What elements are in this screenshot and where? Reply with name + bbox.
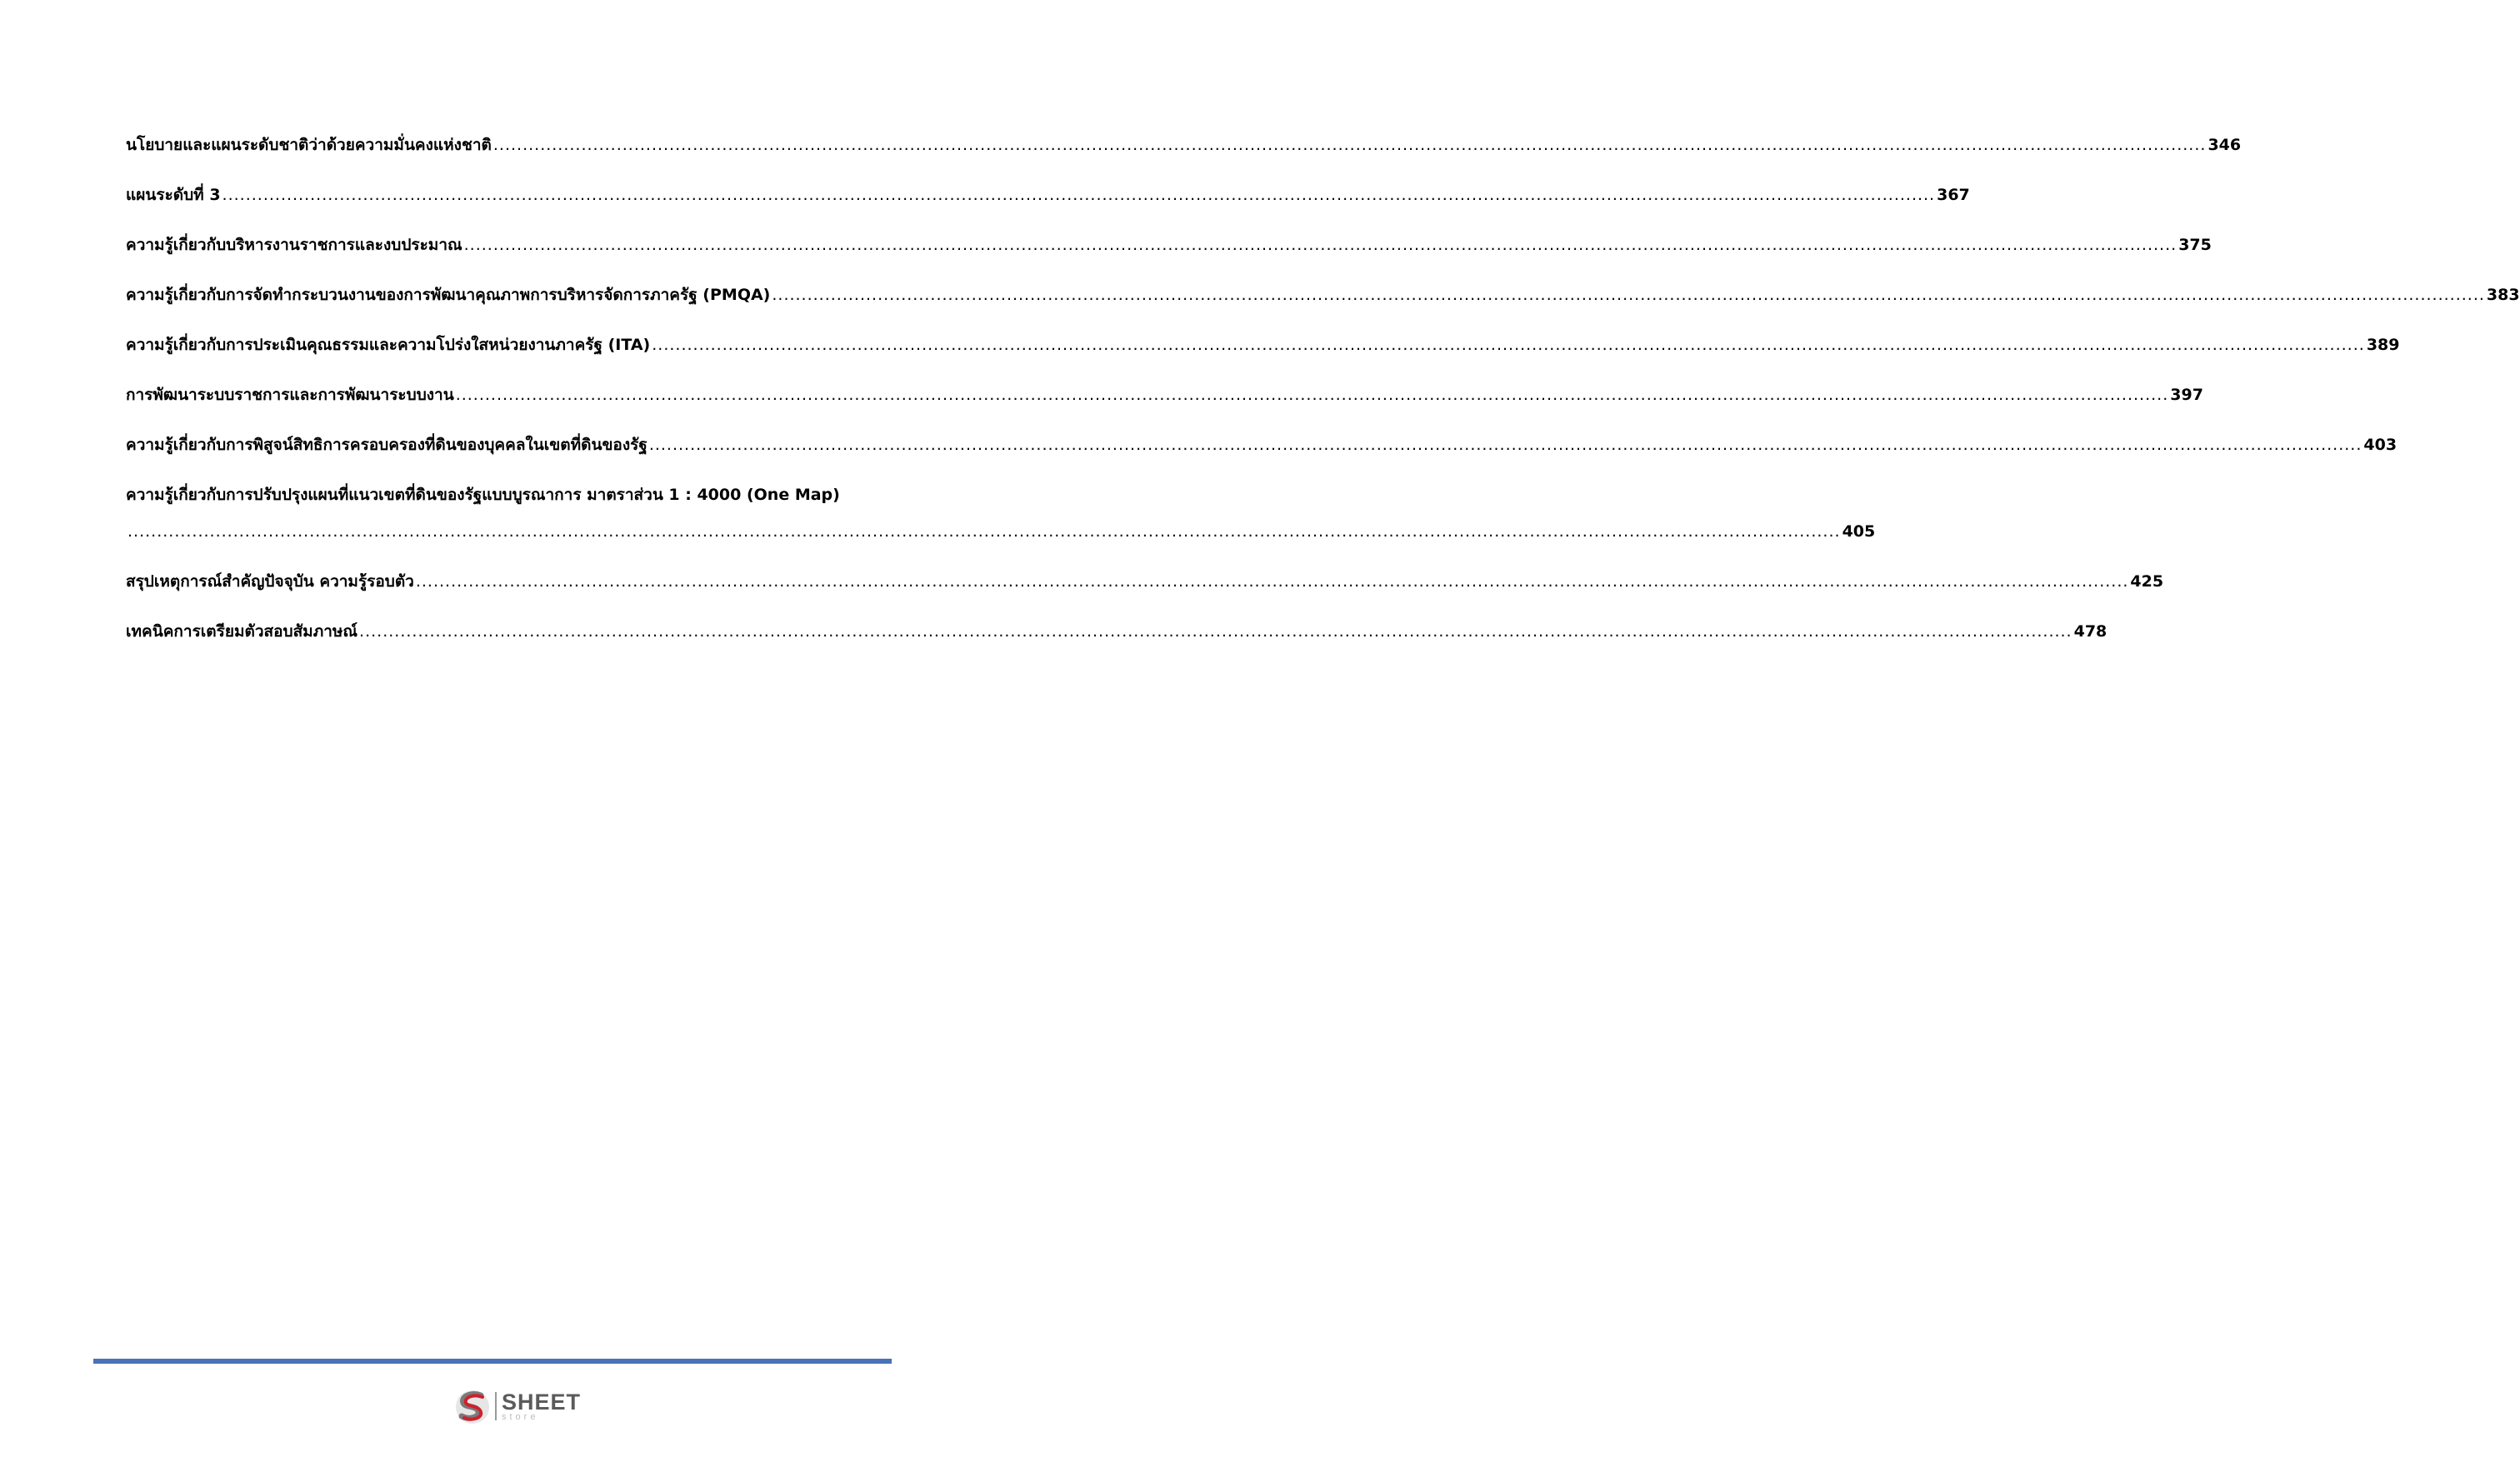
toc-entry-title: การพัฒนาระบบราชการและการพัฒนาระบบงาน [126,386,454,404]
table-of-contents [126,127,2520,663]
dot-leader [649,427,2362,463]
toc-entry[interactable] [126,177,1970,213]
dot-leader [493,127,2207,163]
logo-separator [495,1392,497,1420]
toc-entry-page: 383 [2486,286,2520,304]
toc-entry-title: ความรู้เกี่ยวกับการปรับปรุงแผนที่แนวเขตที่ดินของรัฐแบบบูรณาการ มาตราส่วน 1 : 4000 (One Map) [126,486,840,504]
toc-entry[interactable] [126,127,2242,163]
toc-entry[interactable] [126,327,2400,363]
toc-entry-page: 478 [2073,622,2108,641]
toc-entry[interactable] [126,563,2164,600]
toc-entry[interactable] [126,377,2203,413]
logo-subtitle: store [502,1411,539,1422]
footer-divider [93,1359,892,1364]
dot-leader [416,563,2129,600]
sheet-store-logo [453,1385,595,1427]
dot-leader [359,613,2072,650]
toc-entry-page: 403 [2363,436,2398,454]
dot-leader [652,327,2365,363]
dot-leader [456,377,2169,413]
toc-entry-title: ความรู้เกี่ยวกับการจัดทำกระบวนงานของการพัฒนาคุณภาพการบริหารจัดการภาครัฐ (PMQA) [126,286,771,304]
toc-entry-page: 397 [2170,386,2203,404]
toc-entry-title: แผนระดับที่ 3 [126,186,221,204]
toc-entry-page: 375 [2178,236,2212,254]
toc-entry-continuation [126,513,1876,550]
toc-entry[interactable] [126,227,2212,263]
dot-leader [464,227,2178,263]
toc-entry-page: 346 [2208,136,2242,154]
dot-leader [222,177,1936,213]
toc-entry-title: นโยบายและแผนระดับชาติว่าด้วยความมั่นคงแห่งชาติ [126,136,492,154]
toc-entry-title: เทคนิคการเตรียมตัวสอบสัมภาษณ์ [126,622,358,641]
toc-entry[interactable] [126,277,2520,313]
toc-entry[interactable] [126,427,2398,463]
toc-entry-title: ความรู้เกี่ยวกับการพิสูจน์สิทธิการครอบครองที่ดินของบุคคลในเขตที่ดินของรัฐ [126,436,648,454]
toc-entry-title: ความรู้เกี่ยวกับการประเมินคุณธรรมและความโปร่งใสหน่วยงานภาครัฐ (ITA) [126,336,651,354]
logo-word: SHEET [502,1389,582,1415]
logo-text [502,1391,581,1422]
sheet-store-logo-icon [453,1387,492,1425]
toc-entry-page: 405 [1842,522,1876,541]
toc-entry[interactable] [126,477,1876,550]
toc-entry-page: 425 [2130,572,2164,591]
toc-entry-title: ความรู้เกี่ยวกับบริหารงานราชการและงบประมาณ [126,236,462,254]
dot-leader [772,277,2485,313]
toc-entry-page: 389 [2366,336,2400,354]
dot-leader [128,513,1841,550]
toc-entry[interactable] [126,613,2108,650]
toc-entry-title: สรุปเหตุการณ์สำคัญปัจจุบัน ความรู้รอบตัว [126,572,414,591]
toc-entry-page: 367 [1937,186,1970,204]
